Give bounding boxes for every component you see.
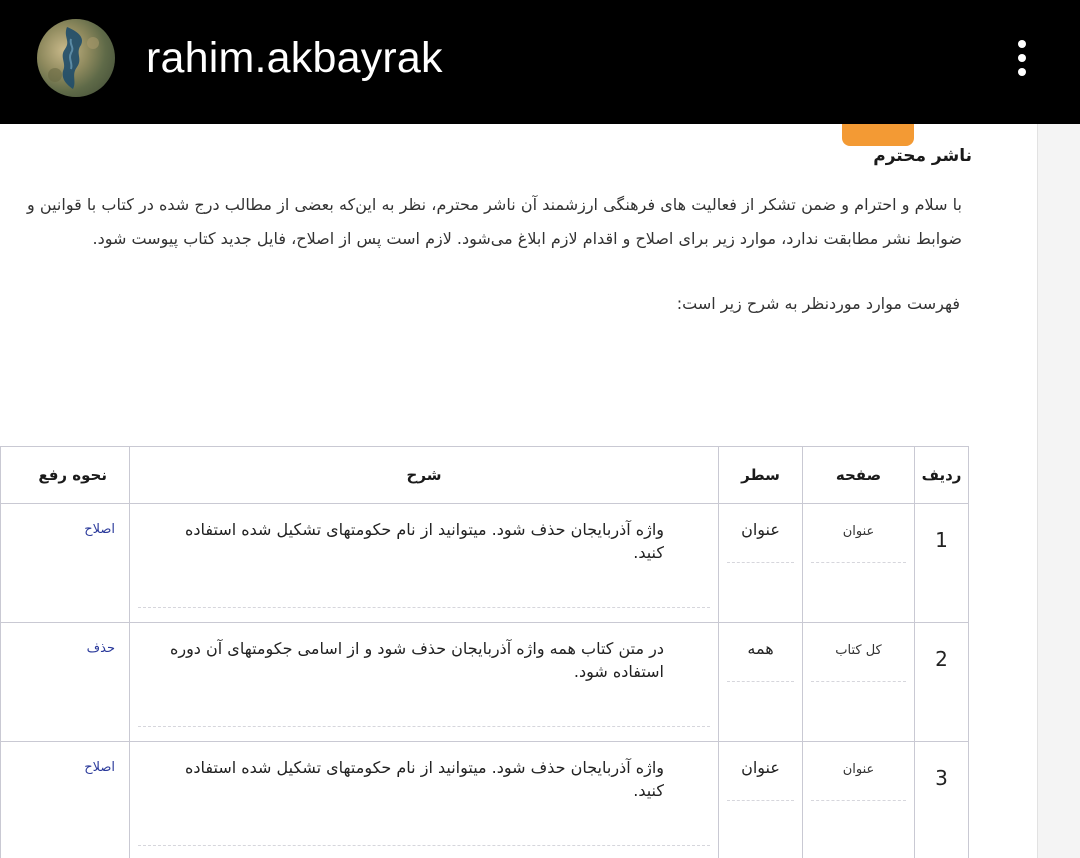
document-image — [0, 124, 1080, 858]
header-row-number: ردیف — [915, 447, 969, 504]
dotted-guide — [811, 681, 906, 682]
row-line — [719, 742, 803, 858]
table-header-row — [1, 447, 969, 504]
row-fix: حذف — [1, 623, 130, 742]
table-row — [1, 504, 969, 623]
dotted-guide — [138, 726, 710, 727]
row-description — [130, 742, 719, 858]
avatar-image-icon — [37, 19, 115, 97]
page-margin — [1037, 124, 1080, 858]
dotted-guide — [138, 845, 710, 846]
corrections-table — [0, 446, 969, 858]
row-fix: اصلاح — [1, 742, 130, 858]
dotted-guide — [727, 562, 794, 563]
row-description — [130, 623, 719, 742]
username[interactable]: rahim.akbayrak — [146, 34, 443, 82]
row-fix: اصلاح — [1, 504, 130, 623]
list-intro: فهرست موارد مورد‌نظر به شرح زیر است: — [676, 294, 960, 313]
row-number: 3 — [915, 742, 969, 858]
row-line-text: عنوان — [741, 758, 780, 777]
header-line: سطر — [719, 447, 803, 504]
header-page: صفحه — [803, 447, 915, 504]
dot-icon — [1018, 54, 1026, 62]
row-description-text: واژه آذربایجان حذف شود. میتوانید از نام حکومتهای تشکیل شده استفاده کنید. — [185, 520, 664, 562]
row-description — [130, 504, 719, 623]
post-header — [0, 0, 1080, 124]
letter-salutation: ناشر محترم — [873, 146, 972, 166]
table-row — [1, 742, 969, 858]
dot-icon — [1018, 68, 1026, 76]
row-description-text: در متن کتاب همه واژه آذربایجان حذف شود و از اسامی جکومتهای آن دوره استفاده شود. — [169, 639, 664, 681]
row-line — [719, 504, 803, 623]
orange-tab — [842, 124, 914, 146]
row-line-text: عنوان — [741, 520, 780, 539]
dotted-guide — [811, 800, 906, 801]
row-page — [803, 504, 915, 623]
row-page — [803, 623, 915, 742]
row-page-text: کل کتاب — [835, 643, 882, 658]
header-fix: نحوه رفع — [1, 447, 130, 504]
dotted-guide — [727, 681, 794, 682]
dotted-guide — [811, 562, 906, 563]
row-line-text: همه — [747, 639, 774, 658]
row-line — [719, 623, 803, 742]
dotted-guide — [138, 607, 710, 608]
row-page-text: عنوان — [842, 524, 875, 539]
more-vertical-icon[interactable] — [1006, 36, 1038, 80]
header-description: شرح — [130, 447, 719, 504]
dot-icon — [1018, 40, 1026, 48]
table-row — [1, 623, 969, 742]
row-number: 2 — [915, 623, 969, 742]
dotted-guide — [727, 800, 794, 801]
row-description-text: واژه آذربایجان حذف شود. میتوانید از نام حکومتهای تشکیل شده استفاده کنید. — [185, 758, 664, 800]
letter-body: با سلام و احترام و ضمن تشکر از فعالیت های فرهنگی ارزشمند آن ناشر محترم، نظر به این‌که بعضی از مطالب درج شده در کتاب با قوانین و ضوابط نشر مطابقت ندارد، موارد زیر برای اصلاح و اقدام لازم ابلاغ می‌شود. لازم است پس از اصلاح، فایل جدید کتاب پیوست شود. — [27, 195, 962, 248]
row-number: 1 — [915, 504, 969, 623]
avatar[interactable] — [37, 19, 115, 97]
row-page — [803, 742, 915, 858]
row-page-text: عنوان — [842, 762, 875, 777]
